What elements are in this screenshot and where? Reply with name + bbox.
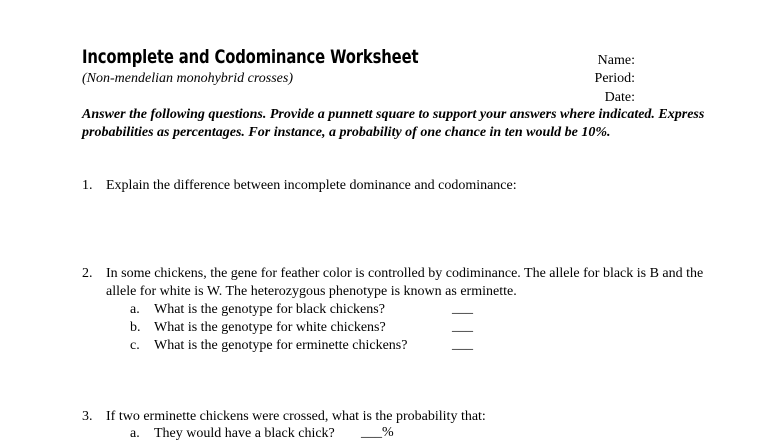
part-letter: c. bbox=[130, 338, 140, 353]
question-1 bbox=[82, 177, 517, 195]
instructions: Answer the following questions. Provide a punnett square to support your answers where indicated. Express probabilities as percentages. For instance, a probability of one chance in ten would be 10%. bbox=[82, 107, 705, 140]
worksheet-title: Incomplete and Codominance Worksheet bbox=[82, 46, 419, 68]
part-letter: b. bbox=[130, 320, 141, 335]
period-label: Period: bbox=[594, 71, 635, 86]
question-text: Explain the difference between incomplete dominance and codominance: bbox=[106, 178, 517, 193]
part-letter: a. bbox=[130, 426, 140, 441]
question-2a bbox=[130, 301, 385, 319]
date-label: Date: bbox=[604, 90, 635, 105]
question-text: In some chickens, the gene for feather color is controlled by codiminance. The allele for black is B and the allele for white is W. The heterozygous phenotype is known as erminette. bbox=[106, 266, 704, 299]
worksheet-subtitle: (Non-mendelian monohybrid crosses) bbox=[82, 71, 294, 86]
part-text: What is the genotype for white chickens? bbox=[154, 320, 386, 335]
part-text: What is the genotype for black chickens? bbox=[154, 302, 385, 317]
question-2c bbox=[130, 337, 407, 355]
part-text: What is the genotype for erminette chickens? bbox=[154, 338, 408, 353]
question-number: 3. bbox=[82, 409, 93, 424]
answer-blank-3a[interactable]: ___% bbox=[361, 425, 394, 440]
question-3a bbox=[130, 425, 335, 443]
question-text: If two erminette chickens were crossed, what is the probability that: bbox=[106, 409, 486, 424]
answer-blank-2a[interactable]: ___ bbox=[452, 301, 473, 316]
question-number: 2. bbox=[82, 266, 93, 281]
answer-blank-2c[interactable]: ___ bbox=[452, 337, 473, 352]
name-label: Name: bbox=[597, 53, 635, 68]
part-letter: a. bbox=[130, 302, 140, 317]
part-text: They would have a black chick? bbox=[154, 426, 335, 441]
question-2b bbox=[130, 319, 386, 337]
question-3 bbox=[82, 408, 486, 426]
question-number: 1. bbox=[82, 178, 93, 193]
question-2 bbox=[82, 265, 706, 301]
answer-blank-2b[interactable]: ___ bbox=[452, 319, 473, 334]
